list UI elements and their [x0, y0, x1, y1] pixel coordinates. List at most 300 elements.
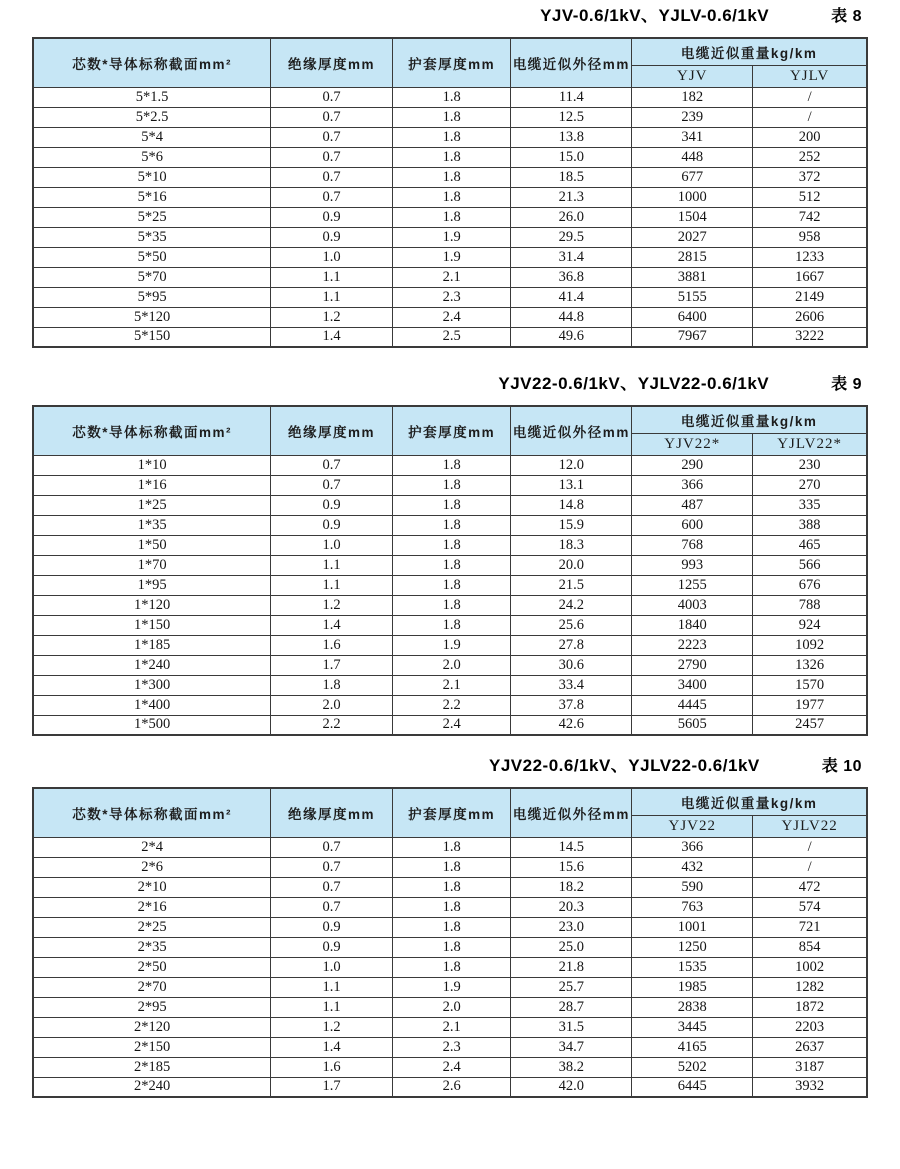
table-cell: 1*240	[33, 655, 271, 675]
table-cell: 5202	[632, 1057, 753, 1077]
table-cell: 2.4	[392, 1057, 510, 1077]
table-number-label: 表 10	[821, 758, 862, 775]
table-cell: 5155	[632, 287, 753, 307]
table-row	[33, 107, 867, 127]
table-row	[33, 695, 867, 715]
column-header-outer-diameter: 电缆近似外径mm	[511, 788, 632, 837]
table-row	[33, 187, 867, 207]
column-header-insulation-thickness: 绝缘厚度mm	[271, 788, 393, 837]
table-cell: 200	[753, 127, 867, 147]
table-cell: 2606	[753, 307, 867, 327]
table-cell: 1.8	[392, 107, 510, 127]
table-cell: 1840	[632, 615, 753, 635]
table-cell: 1.1	[271, 287, 393, 307]
table-cell: 1.8	[392, 615, 510, 635]
table-cell: 676	[753, 575, 867, 595]
table-cell: 721	[753, 917, 867, 937]
table-cell: 1.6	[271, 1057, 393, 1077]
table-cell: 2*10	[33, 877, 271, 897]
table-cell: 0.9	[271, 227, 393, 247]
column-header-insulation-thickness: 绝缘厚度mm	[271, 406, 393, 455]
table-cell: 25.6	[511, 615, 632, 635]
table-row	[33, 997, 867, 1017]
table-cell: 0.7	[271, 455, 393, 475]
table-cell: 1.8	[392, 127, 510, 147]
table-cell: 230	[753, 455, 867, 475]
table-cell: 2.0	[271, 695, 393, 715]
table-cell: 2*120	[33, 1017, 271, 1037]
table-cell: 763	[632, 897, 753, 917]
table-cell: 1*70	[33, 555, 271, 575]
column-header-insulation-thickness: 绝缘厚度mm	[271, 38, 393, 87]
table-cell: 2838	[632, 997, 753, 1017]
table-9-section	[32, 374, 868, 736]
table-cell: 2*240	[33, 1077, 271, 1097]
table-cell: 1*185	[33, 635, 271, 655]
table-cell: 1.8	[392, 167, 510, 187]
table-cell: 1.4	[271, 615, 393, 635]
table-cell: 3932	[753, 1077, 867, 1097]
table-row	[33, 247, 867, 267]
table-cell: 44.8	[511, 307, 632, 327]
table-cell: 26.0	[511, 207, 632, 227]
table-cell: 1.8	[392, 455, 510, 475]
table-cell: 1.9	[392, 247, 510, 267]
table-cell: 25.7	[511, 977, 632, 997]
table-cell: 0.9	[271, 917, 393, 937]
table-cell: 0.7	[271, 837, 393, 857]
table-body	[33, 837, 867, 1097]
table-cell: 566	[753, 555, 867, 575]
table-cell: 0.9	[271, 937, 393, 957]
table-cell: 2*150	[33, 1037, 271, 1057]
table-cell: 15.9	[511, 515, 632, 535]
table-cell: 1*35	[33, 515, 271, 535]
table-title-row	[32, 756, 868, 777]
table-cell: 1.2	[271, 595, 393, 615]
column-header-yjlv: YJLV	[753, 65, 867, 87]
column-header-core-section: 芯数*导体标称截面mm²	[33, 406, 271, 455]
table-cell: 1002	[753, 957, 867, 977]
table-cell: /	[753, 87, 867, 107]
table-cell: 2.4	[392, 307, 510, 327]
table-cell: 4445	[632, 695, 753, 715]
table-row	[33, 227, 867, 247]
table-cell: 37.8	[511, 695, 632, 715]
table-cell: 27.8	[511, 635, 632, 655]
table-row	[33, 615, 867, 635]
column-header-sheath-thickness: 护套厚度mm	[392, 406, 510, 455]
table-cell: 1*16	[33, 475, 271, 495]
table-cell: 0.9	[271, 207, 393, 227]
table-cell: 239	[632, 107, 753, 127]
table-cell: 2.3	[392, 287, 510, 307]
table-cell: 1.2	[271, 1017, 393, 1037]
table-title-row	[32, 374, 868, 395]
table-cell: 2815	[632, 247, 753, 267]
table-cell: 1*300	[33, 675, 271, 695]
table-cell: 1.6	[271, 635, 393, 655]
table-header	[33, 38, 867, 87]
table-title-row	[32, 6, 868, 27]
table-cell: 1.8	[392, 515, 510, 535]
table-cell: 1.8	[392, 147, 510, 167]
table-cell: 574	[753, 897, 867, 917]
table-row	[33, 555, 867, 575]
table-cell: 1*10	[33, 455, 271, 475]
table-cell: 1*150	[33, 615, 271, 635]
table-cell: 2.4	[392, 715, 510, 735]
table-cell: 33.4	[511, 675, 632, 695]
table-row	[33, 675, 867, 695]
table-row	[33, 495, 867, 515]
table-cell: 5*70	[33, 267, 271, 287]
table-cell: 1.8	[392, 917, 510, 937]
table-row	[33, 1037, 867, 1057]
table-row	[33, 877, 867, 897]
table-cell: 1.8	[392, 187, 510, 207]
table-title: YJV22-0.6/1kV、YJLV22-0.6/1kV	[498, 374, 770, 393]
table-cell: 2149	[753, 287, 867, 307]
table-cell: 2.0	[392, 997, 510, 1017]
table-cell: 1.2	[271, 307, 393, 327]
table-cell: 2.2	[392, 695, 510, 715]
table-cell: 0.9	[271, 515, 393, 535]
table-cell: 788	[753, 595, 867, 615]
table-cell: 487	[632, 495, 753, 515]
table-cell: 2*25	[33, 917, 271, 937]
table-cell: 1.8	[392, 475, 510, 495]
table-cell: 0.9	[271, 495, 393, 515]
table-cell: 7967	[632, 327, 753, 347]
table-cell: 1.8	[392, 575, 510, 595]
table-cell: 1000	[632, 187, 753, 207]
table-cell: 341	[632, 127, 753, 147]
table-cell: 2027	[632, 227, 753, 247]
table-row	[33, 535, 867, 555]
table-cell: 12.0	[511, 455, 632, 475]
table-cell: /	[753, 107, 867, 127]
table-body	[33, 87, 867, 347]
table-cell: 11.4	[511, 87, 632, 107]
column-header-core-section: 芯数*导体标称截面mm²	[33, 788, 271, 837]
table-cell: 1.4	[271, 327, 393, 347]
table-cell: 372	[753, 167, 867, 187]
spec-table-10	[32, 787, 868, 1098]
table-cell: /	[753, 837, 867, 857]
table-cell: 590	[632, 877, 753, 897]
table-cell: 1.7	[271, 655, 393, 675]
table-row	[33, 287, 867, 307]
table-cell: 0.7	[271, 87, 393, 107]
table-cell: 1.0	[271, 535, 393, 555]
table-cell: 21.3	[511, 187, 632, 207]
table-cell: 1977	[753, 695, 867, 715]
table-cell: 5*1.5	[33, 87, 271, 107]
table-cell: 2*35	[33, 937, 271, 957]
table-cell: 3445	[632, 1017, 753, 1037]
table-cell: 1.7	[271, 1077, 393, 1097]
column-header-yjv22: YJV22*	[632, 433, 753, 455]
table-cell: 1*400	[33, 695, 271, 715]
table-row	[33, 1077, 867, 1097]
table-cell: 2*16	[33, 897, 271, 917]
table-cell: 5605	[632, 715, 753, 735]
table-row	[33, 475, 867, 495]
table-row	[33, 307, 867, 327]
table-cell: 25.0	[511, 937, 632, 957]
table-cell: 2.1	[392, 675, 510, 695]
table-cell: 2*95	[33, 997, 271, 1017]
table-cell: 1*500	[33, 715, 271, 735]
table-row	[33, 917, 867, 937]
table-cell: 20.0	[511, 555, 632, 575]
table-cell: 6400	[632, 307, 753, 327]
table-cell: 2203	[753, 1017, 867, 1037]
table-cell: 5*120	[33, 307, 271, 327]
column-header-yjlv22: YJLV22	[753, 815, 867, 837]
table-row	[33, 635, 867, 655]
table-cell: /	[753, 857, 867, 877]
table-number-label: 表 8	[831, 8, 862, 25]
table-cell: 1.8	[392, 535, 510, 555]
table-cell: 34.7	[511, 1037, 632, 1057]
table-cell: 0.7	[271, 107, 393, 127]
table-cell: 21.8	[511, 957, 632, 977]
table-cell: 1.1	[271, 977, 393, 997]
table-cell: 472	[753, 877, 867, 897]
table-cell: 6445	[632, 1077, 753, 1097]
table-cell: 1001	[632, 917, 753, 937]
table-cell: 2*70	[33, 977, 271, 997]
table-cell: 18.2	[511, 877, 632, 897]
table-cell: 5*4	[33, 127, 271, 147]
table-cell: 31.5	[511, 1017, 632, 1037]
table-row	[33, 595, 867, 615]
table-number-label: 表 9	[831, 376, 862, 393]
table-row	[33, 1057, 867, 1077]
table-cell: 2.3	[392, 1037, 510, 1057]
table-cell: 1535	[632, 957, 753, 977]
table-cell: 29.5	[511, 227, 632, 247]
table-cell: 0.7	[271, 857, 393, 877]
table-cell: 182	[632, 87, 753, 107]
spec-table-8	[32, 37, 868, 348]
table-row	[33, 937, 867, 957]
table-row	[33, 957, 867, 977]
table-row	[33, 87, 867, 107]
table-cell: 14.8	[511, 495, 632, 515]
table-cell: 2790	[632, 655, 753, 675]
table-cell: 18.3	[511, 535, 632, 555]
table-cell: 1.8	[271, 675, 393, 695]
column-header-yjv: YJV	[632, 65, 753, 87]
table-cell: 432	[632, 857, 753, 877]
table-row	[33, 1017, 867, 1037]
table-row	[33, 715, 867, 735]
table-cell: 1.0	[271, 957, 393, 977]
table-cell: 993	[632, 555, 753, 575]
table-cell: 28.7	[511, 997, 632, 1017]
table-cell: 854	[753, 937, 867, 957]
column-header-approx-weight: 电缆近似重量kg/km	[632, 38, 867, 65]
table-title: YJV-0.6/1kV、YJLV-0.6/1kV	[540, 6, 770, 25]
table-cell: 4165	[632, 1037, 753, 1057]
table-row	[33, 575, 867, 595]
table-cell: 1.9	[392, 227, 510, 247]
table-cell: 1*120	[33, 595, 271, 615]
column-header-sheath-thickness: 护套厚度mm	[392, 38, 510, 87]
table-row	[33, 837, 867, 857]
table-cell: 448	[632, 147, 753, 167]
table-cell: 742	[753, 207, 867, 227]
table-cell: 13.1	[511, 475, 632, 495]
table-cell: 2*185	[33, 1057, 271, 1077]
table-cell: 2.1	[392, 267, 510, 287]
table-cell: 924	[753, 615, 867, 635]
table-cell: 1.8	[392, 837, 510, 857]
table-cell: 1570	[753, 675, 867, 695]
table-cell: 1.8	[392, 87, 510, 107]
table-cell: 13.8	[511, 127, 632, 147]
table-cell: 42.6	[511, 715, 632, 735]
table-header	[33, 788, 867, 837]
table-cell: 3187	[753, 1057, 867, 1077]
table-cell: 42.0	[511, 1077, 632, 1097]
table-cell: 3400	[632, 675, 753, 695]
table-cell: 2637	[753, 1037, 867, 1057]
table-cell: 252	[753, 147, 867, 167]
table-cell: 38.2	[511, 1057, 632, 1077]
table-row	[33, 207, 867, 227]
table-cell: 5*2.5	[33, 107, 271, 127]
table-cell: 270	[753, 475, 867, 495]
column-header-outer-diameter: 电缆近似外径mm	[511, 406, 632, 455]
table-cell: 2.2	[271, 715, 393, 735]
table-cell: 0.7	[271, 127, 393, 147]
table-cell: 0.7	[271, 877, 393, 897]
table-cell: 2*50	[33, 957, 271, 977]
column-header-sheath-thickness: 护套厚度mm	[392, 788, 510, 837]
table-cell: 20.3	[511, 897, 632, 917]
table-cell: 4003	[632, 595, 753, 615]
table-cell: 5*95	[33, 287, 271, 307]
table-cell: 5*150	[33, 327, 271, 347]
table-cell: 1.8	[392, 555, 510, 575]
table-cell: 15.0	[511, 147, 632, 167]
table-cell: 677	[632, 167, 753, 187]
table-cell: 0.7	[271, 167, 393, 187]
table-row	[33, 515, 867, 535]
table-cell: 5*25	[33, 207, 271, 227]
table-row	[33, 267, 867, 287]
table-cell: 1985	[632, 977, 753, 997]
table-cell: 30.6	[511, 655, 632, 675]
table-cell: 366	[632, 475, 753, 495]
table-cell: 388	[753, 515, 867, 535]
table-row	[33, 147, 867, 167]
table-cell: 18.5	[511, 167, 632, 187]
table-cell: 12.5	[511, 107, 632, 127]
column-header-core-section: 芯数*导体标称截面mm²	[33, 38, 271, 87]
table-cell: 5*35	[33, 227, 271, 247]
table-cell: 2.0	[392, 655, 510, 675]
table-cell: 2457	[753, 715, 867, 735]
table-cell: 1.8	[392, 957, 510, 977]
table-row	[33, 455, 867, 475]
table-cell: 2.1	[392, 1017, 510, 1037]
table-cell: 1282	[753, 977, 867, 997]
table-cell: 1.8	[392, 595, 510, 615]
table-cell: 1.0	[271, 247, 393, 267]
table-cell: 1*50	[33, 535, 271, 555]
table-cell: 1.4	[271, 1037, 393, 1057]
table-cell: 290	[632, 455, 753, 475]
table-row	[33, 167, 867, 187]
table-cell: 600	[632, 515, 753, 535]
table-cell: 0.7	[271, 897, 393, 917]
table-cell: 23.0	[511, 917, 632, 937]
table-8-section	[32, 6, 868, 348]
table-cell: 465	[753, 535, 867, 555]
table-row	[33, 655, 867, 675]
table-cell: 1.1	[271, 575, 393, 595]
table-cell: 1.9	[392, 977, 510, 997]
table-cell: 1233	[753, 247, 867, 267]
table-cell: 1.9	[392, 635, 510, 655]
table-cell: 49.6	[511, 327, 632, 347]
table-cell: 1.8	[392, 897, 510, 917]
table-row	[33, 857, 867, 877]
column-header-yjlv22: YJLV22*	[753, 433, 867, 455]
table-cell: 335	[753, 495, 867, 515]
table-cell: 1.8	[392, 207, 510, 227]
table-cell: 1504	[632, 207, 753, 227]
column-header-outer-diameter: 电缆近似外径mm	[511, 38, 632, 87]
table-cell: 1.1	[271, 997, 393, 1017]
column-header-approx-weight: 电缆近似重量kg/km	[632, 406, 867, 433]
table-10-section	[32, 756, 868, 1098]
table-cell: 0.7	[271, 475, 393, 495]
table-row	[33, 897, 867, 917]
table-cell: 958	[753, 227, 867, 247]
table-cell: 1.8	[392, 495, 510, 515]
table-cell: 366	[632, 837, 753, 857]
table-cell: 36.8	[511, 267, 632, 287]
table-cell: 1250	[632, 937, 753, 957]
table-cell: 1872	[753, 997, 867, 1017]
table-cell: 1255	[632, 575, 753, 595]
table-title: YJV22-0.6/1kV、YJLV22-0.6/1kV	[489, 756, 760, 775]
table-cell: 1.8	[392, 857, 510, 877]
table-cell: 2.6	[392, 1077, 510, 1097]
table-body	[33, 455, 867, 735]
table-cell: 3881	[632, 267, 753, 287]
table-cell: 0.7	[271, 147, 393, 167]
table-header	[33, 406, 867, 455]
table-cell: 1.1	[271, 267, 393, 287]
table-cell: 14.5	[511, 837, 632, 857]
column-header-approx-weight: 电缆近似重量kg/km	[632, 788, 867, 815]
table-cell: 2*6	[33, 857, 271, 877]
table-cell: 2*4	[33, 837, 271, 857]
table-cell: 768	[632, 535, 753, 555]
table-row	[33, 977, 867, 997]
table-cell: 3222	[753, 327, 867, 347]
table-cell: 5*50	[33, 247, 271, 267]
table-cell: 1*25	[33, 495, 271, 515]
table-cell: 1*95	[33, 575, 271, 595]
